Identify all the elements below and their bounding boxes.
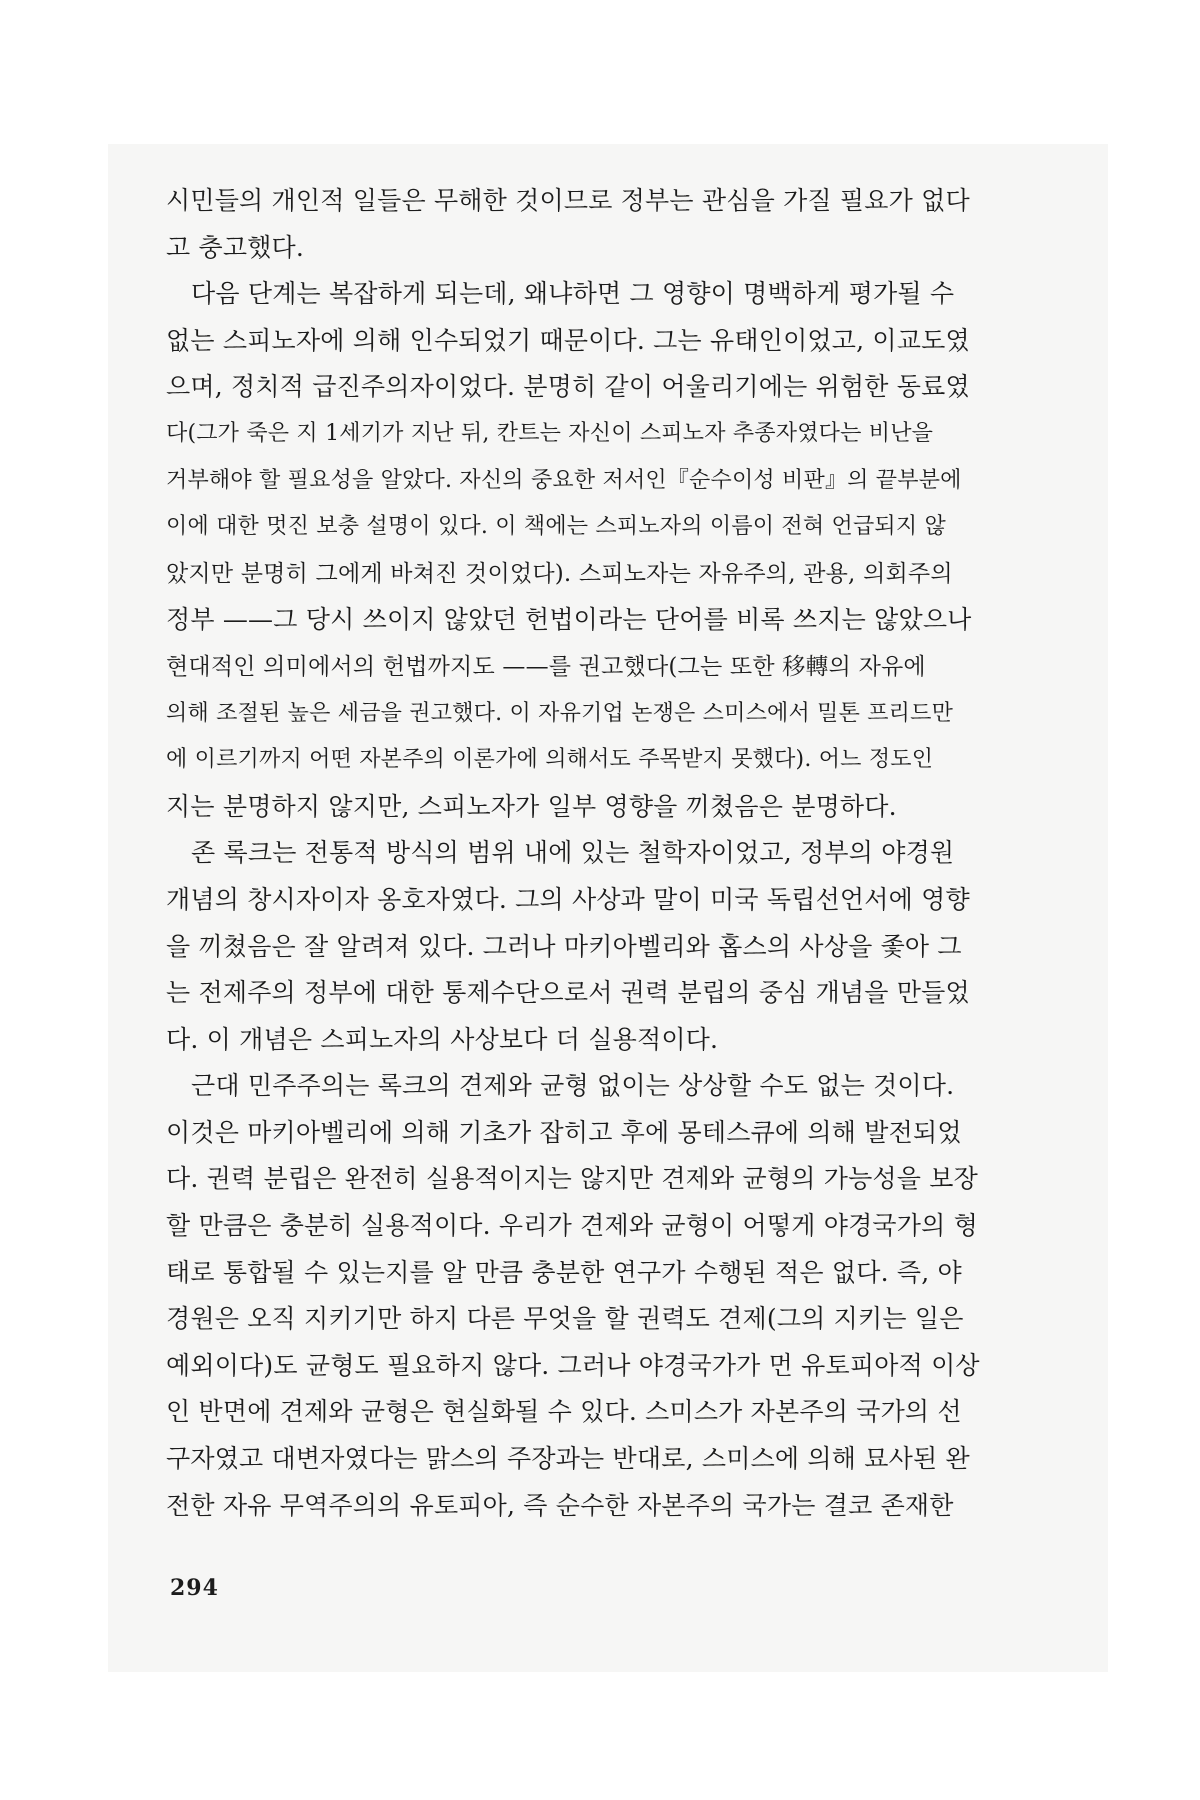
text-line: 경원은 오직 지키기만 하지 다른 무엇을 할 권력도 견제(그의 지키는 일은 [166, 1304, 964, 1334]
text-line: 예외이다)도 균형도 필요하지 않다. 그러나 야경국가가 먼 유토피아적 이상 [166, 1350, 980, 1380]
text-line: 개념의 창시자이자 옹호자였다. 그의 사상과 말이 미국 독립선언서에 영향 [166, 884, 970, 914]
text-line: 없는 스피노자에 의해 인수되었기 때문이다. 그는 유태인이었고, 이교도였 [166, 325, 970, 355]
text-line: 았지만 분명히 그에게 바쳐진 것이었다). 스피노자는 자유주의, 관용, 의회주의 [166, 560, 953, 587]
text-line: 할 만큼은 충분히 실용적이다. 우리가 견제와 균형이 어떻게 야경국가의 형 [166, 1211, 978, 1241]
text-line: 전한 자유 무역주의의 유토피아, 즉 순수한 자본주의 국가는 결코 존재한 [166, 1490, 954, 1520]
text-line: 의해 조절된 높은 세금을 권고했다. 이 자유기업 논쟁은 스미스에서 밀톤 프리드만 [166, 700, 954, 726]
text-line: 정부 ——그 당시 쓰이지 않았던 헌법이라는 단어를 비록 쓰지는 않았으나 [166, 605, 972, 635]
text-line: 다(그가 죽은 지 1세기가 지난 뒤, 칸트는 자신이 스피노자 추종자였다는 비난을 [166, 420, 934, 446]
text-line: 이것은 마키아벨리에 의해 기초가 잡히고 후에 몽테스큐에 의해 발전되었 [166, 1117, 962, 1147]
text-line: 구자였고 대변자였다는 맑스의 주장과는 반대로, 스미스에 의해 묘사된 완 [166, 1444, 970, 1474]
text-line: 시민들의 개인적 일들은 무해한 것이므로 정부는 관심을 가질 필요가 없다 [166, 186, 970, 215]
text-line: 이에 대한 멋진 보충 설명이 있다. 이 책에는 스피노자의 이름이 전혀 언급되지 않 [166, 514, 946, 540]
body-text [166, 178, 1026, 1529]
paragraph-start-line: 존 록크는 전통적 방식의 범위 내에 있는 철학자이었고, 정부의 야경원 [191, 838, 955, 868]
text-line: 거부해야 할 필요성을 알았다. 자신의 중요한 저서인『순수이성 비판』의 끝부분에 [166, 467, 962, 493]
text-line: 현대적인 의미에서의 헌법까지도 ——를 권고했다(그는 또한 移轉의 자유에 [166, 653, 926, 680]
text-line: 지는 분명하지 않지만, 스피노자가 일부 영향을 끼쳤음은 분명하다. [166, 791, 897, 821]
page-number: 294 [170, 1575, 219, 1601]
text-line: 고 충고했다. [166, 232, 305, 262]
text-line: 으며, 정치적 급진주의자이었다. 분명히 같이 어울리기에는 위험한 동료였 [166, 372, 970, 402]
text-line: 다. 권력 분립은 완전히 실용적이지는 않지만 견제와 균형의 가능성을 보장 [166, 1164, 978, 1194]
text-line: 인 반면에 견제와 균형은 현실화될 수 있다. 스미스가 자본주의 국가의 선 [166, 1397, 962, 1427]
paragraph-start-line: 다음 단계는 복잡하게 되는데, 왜냐하면 그 영향이 명백하게 평가될 수 [191, 279, 955, 309]
text-line: 을 끼쳤음은 잘 알려져 있다. 그러나 마키아벨리와 홉스의 사상을 좇아 그 [166, 931, 962, 961]
text-line: 에 이르기까지 어떤 자본주의 이론가에 의해서도 주목받지 못했다). 어느 정도인 [166, 747, 934, 773]
paragraph-start-line: 근대 민주주의는 록크의 견제와 균형 없이는 상상할 수도 없는 것이다. [191, 1071, 955, 1101]
text-line: 다. 이 개념은 스피노자의 사상보다 더 실용적이다. [166, 1024, 719, 1054]
text-line: 는 전제주의 정부에 대한 통제수단으로서 권력 분립의 중심 개념을 만들었 [166, 978, 970, 1008]
text-line: 태로 통합될 수 있는지를 알 만큼 충분한 연구가 수행된 적은 없다. 즉, 야 [166, 1257, 962, 1287]
